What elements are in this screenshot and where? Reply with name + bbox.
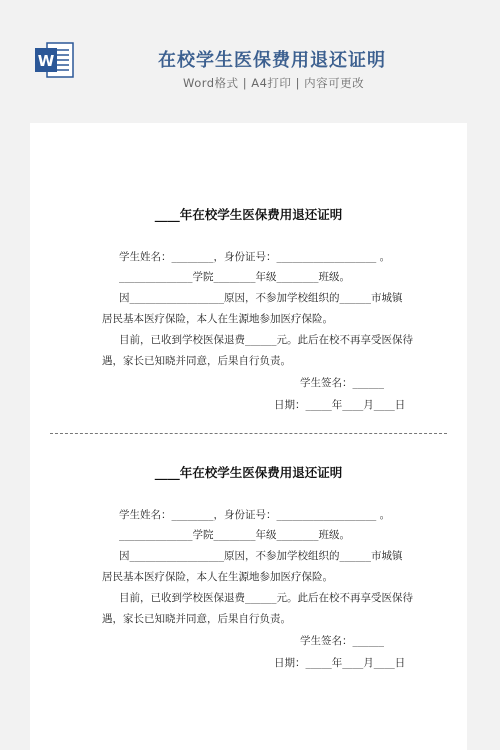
date-line: 日期：_____年____月____日 [274,657,406,669]
svg-text:W: W [37,52,55,70]
document-page [30,123,467,750]
signature-line: 学生签名：______ [300,635,384,647]
certificate-bottom [30,381,467,681]
consent-line: 遇，家长已知晓并同意，后果自行负责。 [102,613,291,625]
refund-line: 目前，已收到学校医保退费______元。此后在校不再享受医保待 [119,592,413,604]
student-name-line: 学生姓名：________，身份证号：___________________ 。 [119,251,391,263]
college-line: ______________学院________年级________班级。 [119,529,350,541]
page-header [0,0,500,118]
page-title: 在校学生医保费用退还证明 [158,50,386,71]
refund-line: 目前，已收到学校医保退费______元。此后在校不再享受医保待 [119,334,413,346]
doc-title: ____年在校学生医保费用退还证明 [154,207,343,222]
reason-line: 因__________________原因，不参加学校组织的______市城镇 [119,550,403,562]
insurance-line: 居民基本医疗保险，本人在生源地参加医疗保险。 [102,571,333,583]
signature-line: 学生签名：______ [300,377,384,389]
insurance-line: 居民基本医疗保险，本人在生源地参加医疗保险。 [102,313,333,325]
doc-title: ____年在校学生医保费用退还证明 [154,465,343,480]
date-line: 日期：_____年____月____日 [274,399,406,411]
certificate-top [30,123,467,423]
student-name-line: 学生姓名：________，身份证号：___________________ 。 [119,509,391,521]
word-icon [33,38,77,82]
reason-line: 因__________________原因，不参加学校组织的______市城镇 [119,292,403,304]
consent-line: 遇，家长已知晓并同意，后果自行负责。 [102,355,291,367]
page-subtitle: Word格式 | A4打印 | 内容可更改 [183,76,365,90]
college-line: ______________学院________年级________班级。 [119,271,350,283]
